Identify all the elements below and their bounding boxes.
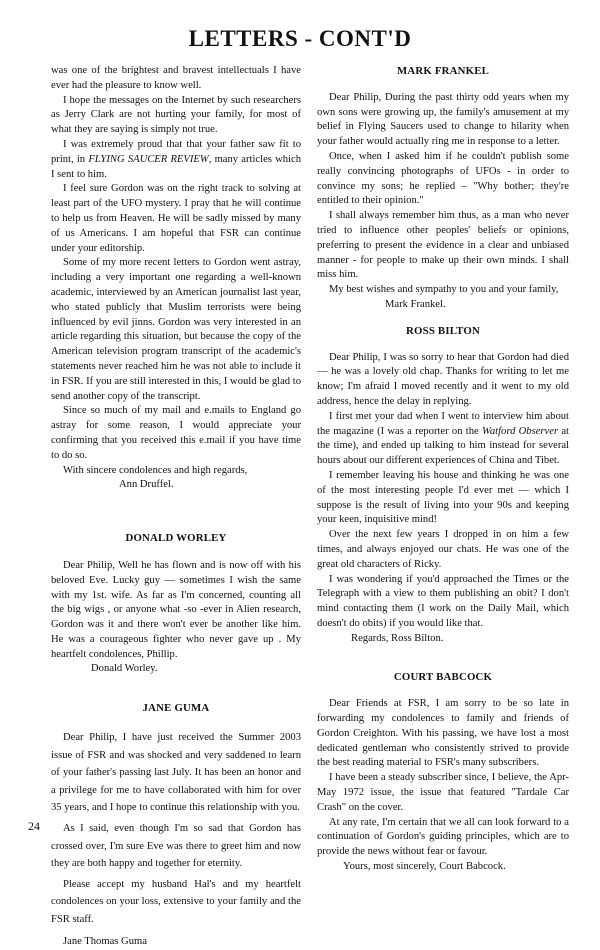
- letter-heading-worley: DONALD WORLEY: [125, 532, 227, 545]
- letter-paragraph: I shall always remember him thus, as a man who never tried to influence other peoples' beliefs or opinions, preferring to present the evidence in a clear and unbiased manner - for people to make up their own minds. I shall miss him.: [317, 210, 569, 281]
- letter-heading-frankel: MARK FRANKEL: [396, 65, 490, 77]
- letter-signature: Regards, Ross Bilton.: [351, 632, 444, 644]
- letter-paragraph: Dear Philip, Well he has flown and is now off with his beloved Eve. Lucky guy — sometimes I wish the same with my 1st. wife. As far as I'm concerned, counting all the big wigs , or anyone what -so -ever in Alien research, Gordon was it and there won't ever be another like him. He was a courageous fighter who never gave up . My heartfelt condolences, Phillip.: [51, 559, 301, 660]
- letter-signature: Jane Thomas Guma: [63, 935, 147, 947]
- letter-signature: Yours, most sincerely, Court Babcock.: [343, 861, 506, 873]
- letter-paragraph: Since so much of my mail and e.mails to England go astray for some reason, I would appreciate your confirming that you received this e.mail if you have time to do so.: [51, 405, 301, 461]
- letter-paragraph: I have been a steady subscriber since, I believe, the Apr-May 1972 issue, the issue that featured "Tardale Car Crash" on the cover.: [317, 772, 569, 813]
- letter-paragraph: As I said, even though I'm so sad that Gordon has crossed over, I'm sure Eve was there to greet him and now they are both happy and together for eternity.: [51, 823, 301, 870]
- letter-closing: With sincere condolences and high regards,: [63, 464, 248, 476]
- letter-heading-guma: JANE GUMA: [142, 702, 210, 715]
- letter-paragraph: Please accept my husband Hal's and my heartfelt condolences on your loss, extensive to your family and the FSR staff.: [51, 878, 301, 926]
- magazine-title: FLYING SAUCER REVIEW: [88, 153, 209, 165]
- letter-paragraph: Once, when I asked him if he couldn't publish some really convincing photographs of UFOs - in order to convince my sons; he replied – "Why bother; they're entitled to their opinion.": [317, 150, 569, 207]
- paragraph-text: at the time), and ended up talking to him instead for several hours about our different experiences of China and Tibet.: [317, 425, 569, 467]
- letter-paragraph: Dear Philip, During the past thirty odd years when my own sons were growing up, the family's amusement at my belief in Flying Saucers used to change to hilarity when your father would actually ring me in response to a letter.: [317, 91, 569, 148]
- letter-paragraph: I feel sure Gordon was on the right track to solving at least part of the UFO mystery. I pray that he will continue to help us from Heaven. He will be sadly missed by many of us Americans. I am hopeful that FSR can continue under your editorship.: [51, 183, 301, 254]
- letter-signature: Ann Druffel.: [119, 479, 174, 491]
- right-column: [317, 64, 569, 875]
- paragraph-text: , many articles which I sent to him.: [51, 153, 301, 180]
- letter-paragraph: I was wondering if you'd approached the Times or the Telegraph with a view to them publishing an obit? I don't mind contacting them (I work on the Daily Mail, which doesn't do obits) if you would like that.: [317, 573, 569, 629]
- page-number: 24: [28, 819, 40, 833]
- letter-paragraph: Some of my more recent letters to Gordon went astray, including a very important one regarding a well-known academic, interviewed by an American journalist last year, who stated publicly that Muslim terrorists were being influenced by evil jinns. Gordon was very interested in an article regarding this situation, but because the copy of the American television program transcript of the academic's statements never reached him he was not able to include it in FSR. If you are still interested in this, I would be glad to send another copy of the transcript.: [51, 257, 301, 402]
- letter-paragraph: At any rate, I'm certain that we all can look forward to a continuation of Gordon's guiding principles, which are to provide the news without fear or favour.: [317, 816, 569, 858]
- letter-paragraph: I remember leaving his house and thinking he was one of the most interesting people I'd ever met — which I suppose is the result of living into your 90s and keeping your keen, inquisitive mind!: [317, 469, 569, 526]
- letter-paragraph: was one of the brightest and bravest intellectuals I have ever had the pleasure to know well.: [51, 65, 301, 91]
- paragraph-text: I first met your dad when I went to interview him about the magazine (I was a reporter on the: [317, 410, 569, 437]
- paragraph-text: I was extremely proud that that your father saw fit to print, in: [51, 138, 301, 165]
- page-title: LETTERS - CONT'D: [188, 26, 412, 51]
- left-column: [51, 64, 301, 950]
- newspaper-title: Watford Observer: [482, 425, 559, 437]
- letter-paragraph: [51, 138, 301, 182]
- letter-paragraph: Dear Friends at FSR, I am sorry to be so late in forwarding my condolences to family and friends of Gordon Creighton. With his passing, we have lost a most dedicated gentleman who consistently strived to provide the best reading material to FSR's many subscribers.: [317, 698, 569, 769]
- letter-signature: Mark Frankel.: [385, 298, 446, 310]
- letter-paragraph: Dear Philip, I was so sorry to hear that Gordon had died — he was a lovely old chap. Thanks for writing to let me know; I'm afraid I moved recently and it went to my old address, hence the delay in replying.: [317, 351, 569, 407]
- letter-heading-babcock: COURT BABCOCK: [393, 671, 493, 684]
- letter-closing: My best wishes and sympathy to you and your family,: [329, 284, 559, 296]
- letter-paragraph: Dear Philip, I have just received the Summer 2003 issue of FSR and was shocked and very saddened to learn of your father's passing last July. It has been an honor and a privilege for me to have collaborated with him for over 35 years, and I hope to continue this relationship with you.: [51, 732, 301, 814]
- letter-paragraph: I hope the messages on the Internet by such researchers as Jerry Clark are not hurting your family, for most of what they are saying is simply not true.: [51, 94, 301, 136]
- letter-paragraph: [317, 410, 569, 469]
- letter-paragraph: Over the next few years I dropped in on him a few times, and always enjoyed our chats. He was one of the great old characters of Ricky.: [317, 529, 569, 570]
- letter-signature: Donald Worley.: [91, 663, 158, 675]
- letter-heading-bilton: ROSS BILTON: [406, 324, 480, 337]
